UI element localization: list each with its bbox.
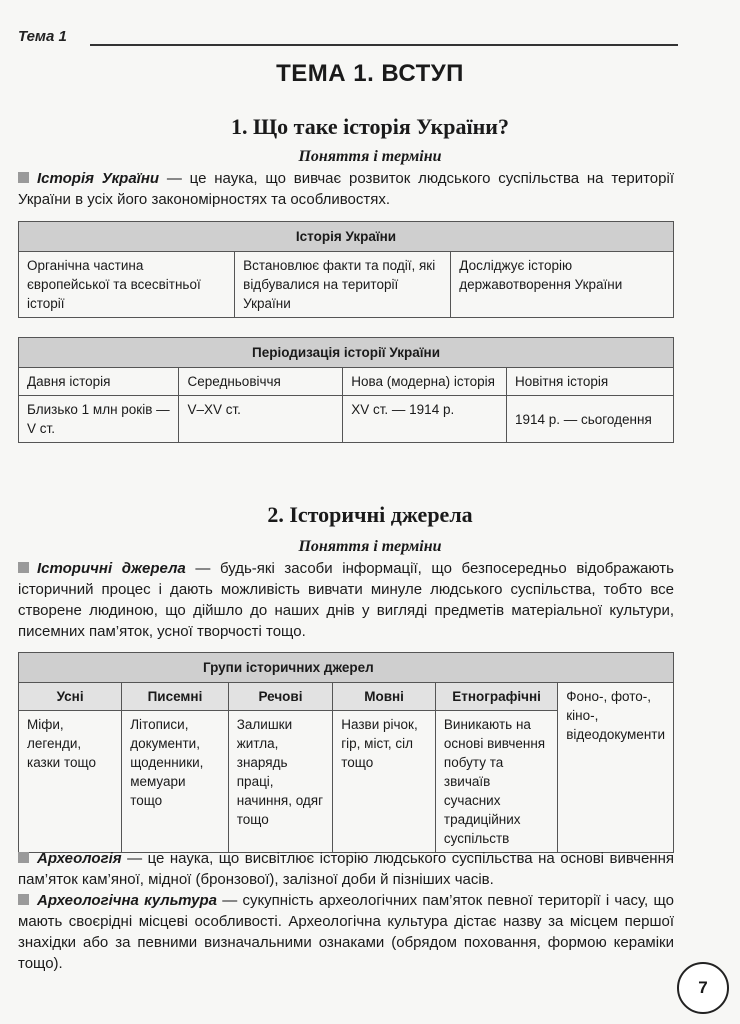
period-dates: XV ст. — 1914 р. xyxy=(343,396,507,443)
history-table xyxy=(18,221,674,318)
source-group-cell: Виникають на основі вивчення побуту та звичаїв сучасних традиційних суспільств xyxy=(435,711,557,853)
source-group-cell: Залишки житла, знарядь праці, начиння, одяг тощо xyxy=(228,711,333,853)
archaeological-culture-definition xyxy=(18,890,674,974)
sources-definition-text: — будь-які засоби інформації, що безпосередньо відображають історичний процес і дають можливість вивчати минуле людського суспільства, тобто все створене людиною, що дійшло до наших днів у вигляді предметів матеріальної культури, писемних пам’яток, усної творчості тощо. xyxy=(18,560,674,640)
section2-title: 2. Історичні джерела xyxy=(267,502,473,527)
source-group-cell: Фоно-, фото-, кіно-, відеодокументи xyxy=(558,683,674,853)
term-history: Історія України xyxy=(37,170,160,187)
period-dates: V–XV ст. xyxy=(179,396,343,443)
bullet-square-icon xyxy=(18,894,29,905)
periodization-table xyxy=(18,337,674,443)
period-name: Новітня історія xyxy=(506,368,673,396)
periodization-table-caption: Періодизація історії України xyxy=(19,338,674,368)
section1-subheading: Поняття і терміни xyxy=(298,148,442,165)
term-historical-sources: Історичні джерела xyxy=(37,560,186,577)
term-archaeology: Археологія xyxy=(37,850,122,867)
source-group-cell: Міфи, легенди, казки тощо xyxy=(19,711,122,853)
period-name: Нова (модерна) історія xyxy=(343,368,507,396)
period-dates: Близько 1 млн років — V ст. xyxy=(19,396,179,443)
source-groups-table xyxy=(18,652,674,853)
history-table-cell: Органічна частина європейської та всесвітньої історії xyxy=(19,252,235,318)
source-group-header: Писемні xyxy=(122,683,229,711)
sources-definition xyxy=(18,558,674,642)
source-groups-caption: Групи історичних джерел xyxy=(19,653,558,683)
section2-subheading: Поняття і терміни xyxy=(298,538,442,555)
source-group-header: Речові xyxy=(228,683,333,711)
source-groups-caption-fill xyxy=(558,653,674,683)
period-dates: 1914 р. — сьогодення xyxy=(506,396,673,443)
header-rule xyxy=(90,44,678,46)
history-table-cell: Встановлює факти та події, які відбувалися на території України xyxy=(235,252,451,318)
history-table-cell: Досліджує історію державотворення України xyxy=(451,252,674,318)
period-name: Давня історія xyxy=(19,368,179,396)
source-group-header: Етнографічні xyxy=(435,683,557,711)
history-table-caption: Історія України xyxy=(19,222,674,252)
source-group-header: Усні xyxy=(19,683,122,711)
bullet-square-icon xyxy=(18,852,29,863)
bullet-square-icon xyxy=(18,172,29,183)
source-group-cell: Літописи, документи, щоденники, мемуари тощо xyxy=(122,711,229,853)
history-definition-text: — це наука, що вивчає розвиток людського суспільства на території України в усіх його закономірностях та особливостях. xyxy=(18,170,674,208)
bullet-square-icon xyxy=(18,562,29,573)
archaeology-definition xyxy=(18,848,674,890)
history-definition xyxy=(18,168,674,210)
section1-title: 1. Що таке історія України? xyxy=(231,114,509,139)
source-group-cell: Назви річок, гір, міст, сіл тощо xyxy=(333,711,436,853)
archaeology-definition-text: — це наука, що висвітлює історію людського суспільства на основі вивчення пам’яток кам’яної, мідної (бронзової), залізної доби й пізніших часів. xyxy=(18,850,674,888)
archaeological-culture-definition-text: — сукупність археологічних пам’яток певної території і часу, що мають своєрідні місцеві особливості. Археологічна культура дістає назву за місцем першої знахідки або за певними визначальними ознаками (обрядом поховання, формою кераміки тощо). xyxy=(18,892,674,972)
term-archaeological-culture: Археологічна культура xyxy=(37,892,217,909)
period-name: Середньовіччя xyxy=(179,368,343,396)
topic-label: Тема 1 xyxy=(18,28,67,45)
source-group-header: Мовні xyxy=(333,683,436,711)
page-number: 7 xyxy=(677,962,729,1014)
page-header xyxy=(18,26,678,50)
main-title: ТЕМА 1. ВСТУП xyxy=(276,60,464,87)
